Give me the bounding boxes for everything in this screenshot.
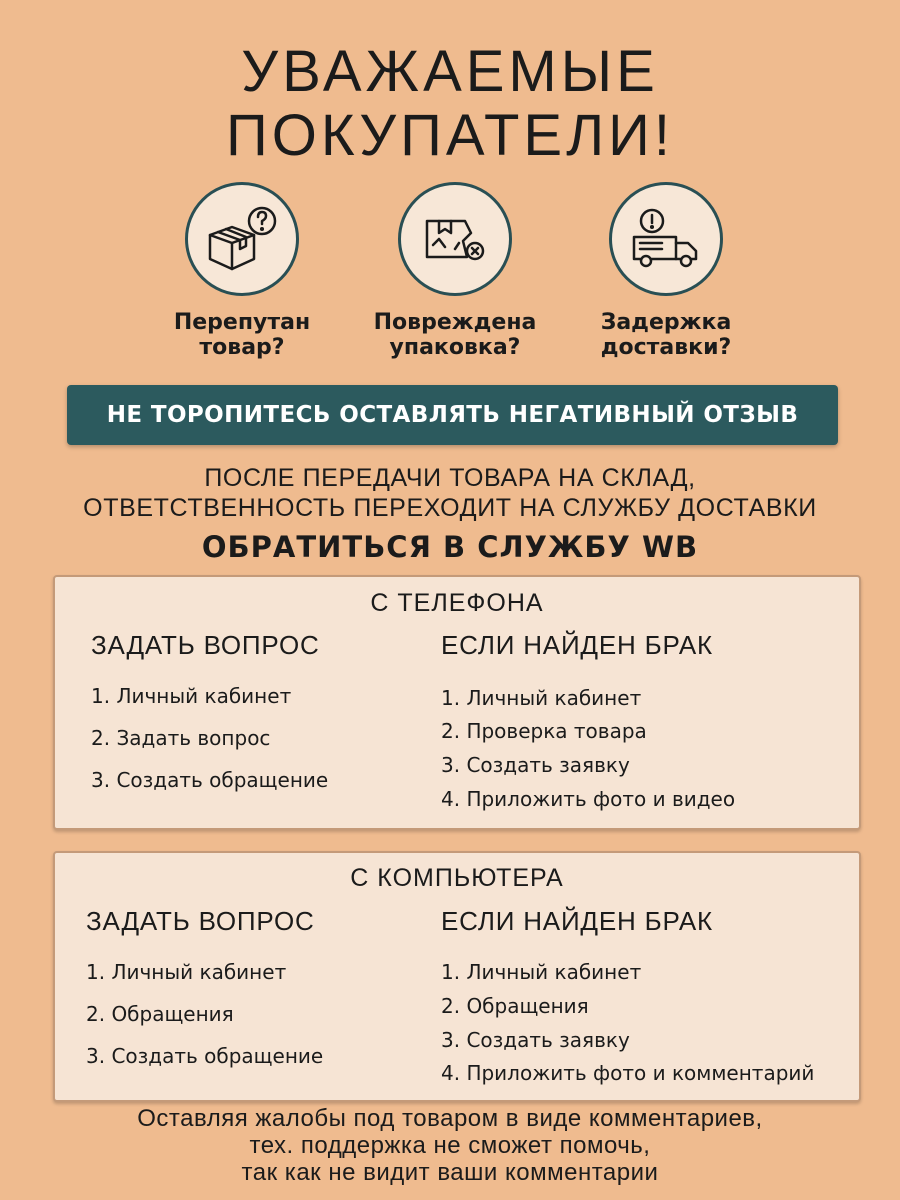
- issue-label-line: товар?: [199, 335, 285, 360]
- notice-line-2: ОТВЕТСТВЕННОСТЬ ПЕРЕХОДИТ НА СЛУЖБУ ДОСТАВКИ: [83, 494, 817, 522]
- title-line-1: УВАЖАЕМЫЕ: [241, 39, 659, 104]
- title-line-2: ПОКУПАТЕЛИ!: [226, 103, 674, 168]
- issue-label-line: Перепутан: [173, 310, 311, 335]
- computer-instructions-card: [53, 851, 861, 1102]
- phone-instructions-card: [53, 575, 861, 830]
- contact-heading: ОБРАТИТЬСЯ В СЛУЖБУ WB: [201, 530, 699, 564]
- question-step: 3. Создать обращение: [91, 768, 329, 792]
- question-step: 1. Личный кабинет: [91, 684, 292, 708]
- issue-label-line: доставки?: [600, 335, 732, 360]
- question-step: 1. Личный кабинет: [86, 960, 287, 984]
- page-title: [0, 40, 900, 168]
- defect-found-heading: ЕСЛИ НАЙДЕН БРАК: [441, 630, 713, 660]
- issue-label: [566, 310, 766, 360]
- notice-line-1: ПОСЛЕ ПЕРЕДАЧИ ТОВАРА НА СКЛАД,: [204, 464, 696, 492]
- defect-step: 1. Личный кабинет: [441, 686, 642, 710]
- warning-banner: НЕ ТОРОПИТЕСЬ ОСТАВЛЯТЬ НЕГАТИВНЫЙ ОТЗЫВ: [67, 385, 838, 445]
- ask-question-heading: ЗАДАТЬ ВОПРОС: [91, 630, 320, 660]
- damaged-package-icon: [398, 182, 512, 296]
- footer-line-2: тех. поддержка не сможет помочь,: [249, 1132, 651, 1159]
- issue-label: [142, 310, 342, 360]
- delivery-truck-warning-icon: [609, 182, 723, 296]
- defect-step: 3. Создать заявку: [441, 1028, 630, 1052]
- issue-wrong-item: [142, 182, 342, 360]
- defect-step: 3. Создать заявку: [441, 753, 630, 777]
- footer-note: [0, 1105, 900, 1186]
- issue-label: [355, 310, 555, 360]
- question-step: 2. Обращения: [86, 1002, 234, 1026]
- issue-label-line: Повреждена: [373, 310, 537, 335]
- defect-step: 4. Приложить фото и видео: [441, 787, 736, 811]
- footer-line-3: так как не видит ваши комментарии: [241, 1159, 659, 1186]
- issue-label-line: упаковка?: [389, 335, 521, 360]
- defect-step: 2. Обращения: [441, 994, 589, 1018]
- issue-damaged-package: [355, 182, 555, 360]
- defect-step: 1. Личный кабинет: [441, 960, 642, 984]
- footer-line-1: Оставляя жалобы под товаром в виде комментариев,: [137, 1105, 763, 1132]
- question-step: 3. Создать обращение: [86, 1044, 324, 1068]
- card-title: С ТЕЛЕФОНА: [370, 589, 544, 617]
- card-title: С КОМПЬЮТЕРА: [350, 864, 564, 892]
- responsibility-notice: [0, 463, 900, 523]
- box-question-icon: [185, 182, 299, 296]
- ask-question-heading: ЗАДАТЬ ВОПРОС: [86, 906, 315, 936]
- question-step: 2. Задать вопрос: [91, 726, 271, 750]
- issue-delivery-delay: [566, 182, 766, 360]
- defect-step: 4. Приложить фото и комментарий: [441, 1061, 815, 1085]
- defect-step: 2. Проверка товара: [441, 719, 647, 743]
- defect-found-heading: ЕСЛИ НАЙДЕН БРАК: [441, 906, 713, 936]
- issue-label-line: Задержка: [600, 310, 732, 335]
